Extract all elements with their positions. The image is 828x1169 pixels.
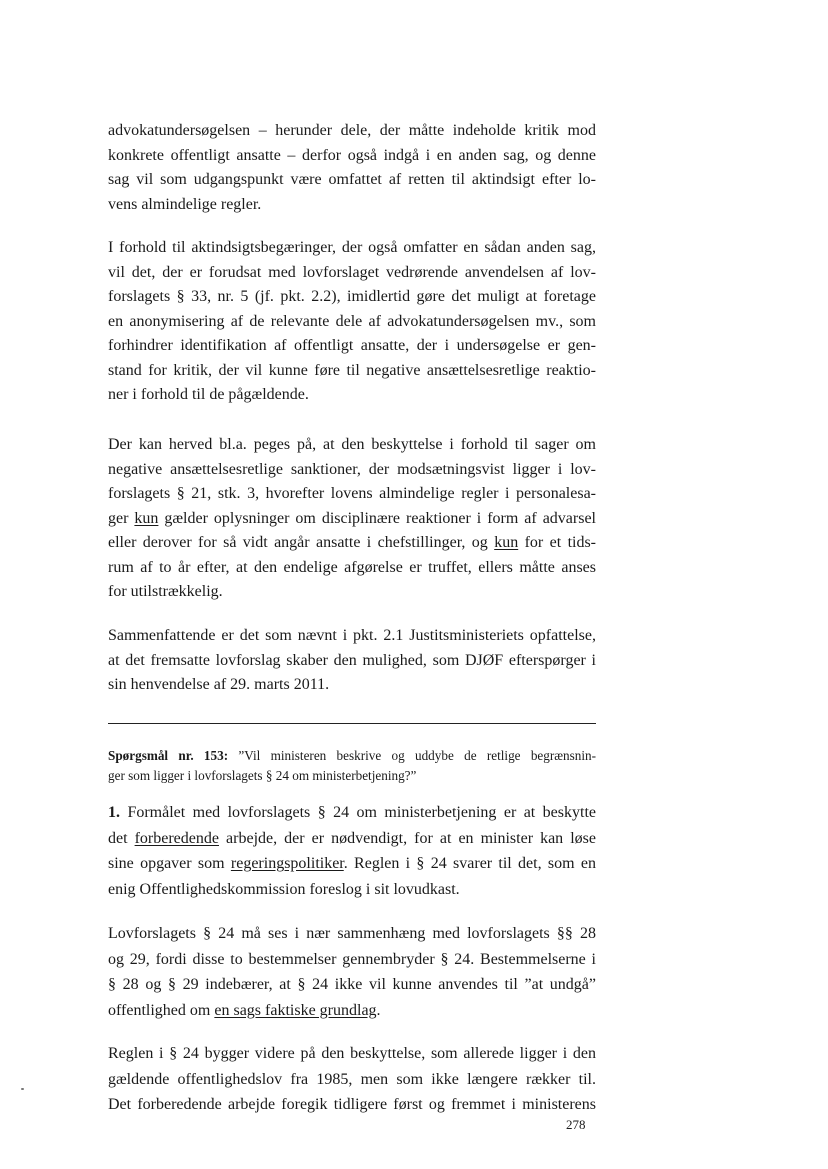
text-fragment: arbejde, der er nødvendigt, for at en minister kan løse (218, 829, 596, 847)
text-fragment: . (376, 1001, 381, 1019)
text-line (108, 998, 596, 1024)
text-line: konkrete offentligt ansatte – derfor også indgå i en anden sag, og denne (108, 146, 596, 164)
text-line: Sammenfattende er det som nævnt i pkt. 2.1 Justitsministeriets opfattelse, (108, 627, 596, 644)
text-line (108, 851, 596, 877)
paragraph-1 (108, 119, 596, 217)
text-line: I forhold til aktindsigtsbegæringer, der også omfatter en sådan anden sag, (108, 239, 596, 256)
question-153 (108, 746, 596, 786)
text-line: sin henvendelse af 29. marts 2011. (108, 676, 330, 693)
text-line: enig Offentlighedskommission foreslog i sit lovudkast. (108, 880, 460, 898)
text-line: forslagets § 33, nr. 5 (jf. pkt. 2.2), imidlertid gøre det muligt at foretage (108, 288, 596, 305)
text-fragment: for et tids- (524, 534, 596, 551)
underlined-word: regeringspolitiker (230, 855, 344, 872)
text-fragment: Formålet med lovforslagets § 24 om ministerbetjening er at beskytte (127, 804, 596, 821)
text-line: for utilstrækkelig. (108, 583, 223, 600)
text-line (108, 531, 596, 556)
text-line: og 29, fordi disse to bestemmelser gennembryder § 24. Bestemmelserne i (108, 950, 596, 968)
text-line: Lovforslagets § 24 må ses i nær sammenhæng med lovforslagets §§ 28 (108, 925, 596, 942)
text-line: § 28 og § 29 indebærer, at § 24 ikke vil kunne anvendes til ”at undgå” (108, 976, 596, 993)
text-line: at det fremsatte lovforslag skaber den mulighed, som DJØF efterspørger i (108, 651, 596, 669)
text-line: forhindrer identifikation af offentligt ansatte, der i undersøgelse er gen- (108, 337, 596, 354)
text-line: rum af to år efter, at den endelige afgørelse er truffet, ellers måtte anses (108, 558, 596, 576)
text-line (108, 746, 596, 766)
text-line: vens almindelige regler. (108, 195, 262, 213)
underlined-word: forberedende (134, 829, 219, 847)
text-line: en anonymisering af de relevante dele af advokatundersøgelsen mv., som (108, 312, 596, 330)
answer-paragraph-2 (108, 921, 596, 1023)
text-line: vil det, der er forudsat med lovforslaget vedrørende anvendelsen af lov- (108, 263, 596, 281)
text-line: gældende offentlighedslov fra 1985, men som ikke længere rækker til. (108, 1070, 596, 1088)
page-number: 278 (566, 1117, 586, 1132)
answer-paragraph-3 (108, 1041, 596, 1118)
underlined-phrase: en sags faktiske grundlag (214, 1001, 377, 1019)
section-divider (108, 723, 596, 724)
text-fragment: sine opgaver som (108, 855, 231, 872)
underlined-word: kun (134, 509, 159, 527)
scan-speck (21, 1088, 24, 1090)
text-line: forslagets § 21, stk. 3, hvorefter lovens almindelige regler i personalesa- (108, 485, 596, 502)
question-label: Spørgsmål nr. 153: (108, 748, 229, 763)
text-fragment: ”Vil ministeren beskrive og uddybe de retlige begrænsnin- (238, 748, 596, 763)
text-line (108, 826, 596, 852)
text-line: Reglen i § 24 bygger videre på den beskyttelse, som allerede ligger i den (108, 1045, 596, 1062)
paragraph-4 (108, 624, 596, 698)
text-line (108, 800, 596, 826)
text-fragment: gælder oplysninger om disciplinære reaktioner i form af advarsel (158, 509, 596, 527)
paragraph-3 (108, 433, 596, 605)
text-fragment: offentlighed om (108, 1001, 215, 1019)
text-line (108, 507, 596, 532)
text-line: ger som ligger i lovforslagets § 24 om ministerbetjening?” (108, 768, 417, 783)
text-fragment: det (108, 829, 135, 847)
answer-paragraph-1 (108, 800, 596, 902)
underlined-word: kun (494, 534, 519, 551)
text-line: stand for kritik, der vil kunne føre til negative ansættelsesretlige reaktio- (108, 361, 596, 379)
answer-number: 1. (108, 804, 120, 821)
text-line: negative ansættelsesretlige sanktioner, der modsætningsvist ligger i lov- (108, 460, 596, 478)
text-line: Der kan herved bl.a. peges på, at den beskyttelse i forhold til sager om (108, 436, 596, 453)
text-line: sag vil som udgangspunkt være omfattet af retten til aktindsigt efter lo- (108, 171, 596, 188)
text-fragment: . Reglen i § 24 svarer til det, som en (343, 855, 596, 872)
text-line: Det forberedende arbejde foregik tidligere først og fremmet i ministerens (108, 1096, 596, 1113)
text-fragment: ger (108, 509, 135, 527)
text-line: advokatundersøgelsen – herunder dele, der måtte indeholde kritik mod (108, 122, 596, 139)
text-fragment: eller derover for så vidt angår ansatte i chefstillinger, og (108, 534, 488, 551)
text-line: ner i forhold til de pågældende. (108, 386, 309, 403)
paragraph-2 (108, 236, 596, 408)
